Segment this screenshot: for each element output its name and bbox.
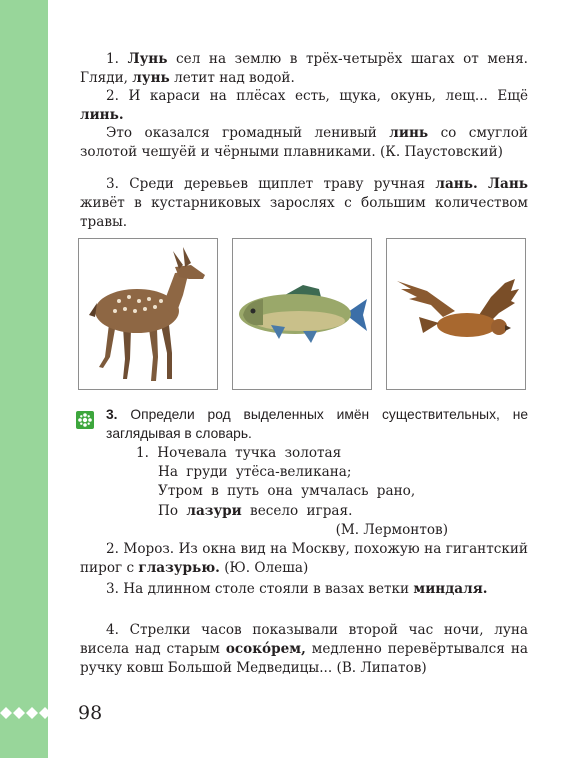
ex3-paragraph-4 (80, 621, 528, 679)
poem-line: 1. Ночевала тучка золотая (136, 445, 342, 461)
bird-icon (387, 239, 525, 389)
ex2-paragraph-2 (80, 87, 528, 125)
exercise-number: 3. (106, 407, 118, 422)
paragraph-text: медленно перевёртывался на ручку ковш Большой Медведицы... (В. Липатов) (80, 641, 528, 677)
ex3-paragraph-3 (80, 580, 528, 599)
paragraph-text: 2. Мороз. Из окна вид на Москву, похожую на гигантский пирог с (80, 541, 528, 577)
item-number: 1. (106, 51, 128, 67)
poem-author: (М. Лермонтов) (335, 521, 448, 538)
poem-line: На груди утёса-великана; (158, 464, 352, 481)
space (478, 176, 488, 192)
fish-icon (233, 239, 371, 389)
highlighted-word: Лунь (127, 51, 168, 67)
poem-text: По (158, 502, 187, 519)
paragraph-text: летит над водой. (169, 70, 295, 87)
ex3-instruction (106, 405, 528, 443)
paragraph-text: 4. Стрелки часов показывали второй час ночи, луна висела над старым (80, 622, 528, 658)
bird-image (386, 238, 526, 390)
paragraph-text: Это оказался громадный ленивый (106, 125, 390, 141)
highlighted-word: линь. (80, 107, 124, 124)
fish-image (232, 238, 372, 390)
paragraph-text: живёт в кустарниковых зарослях с большим количеством травы. (80, 195, 528, 231)
highlighted-word: осокóрем, (225, 641, 306, 658)
highlighted-word: лань. (435, 176, 478, 192)
paragraph-text: (Ю. Олеша) (219, 560, 309, 577)
highlighted-word: лазури (186, 502, 242, 519)
paragraph-text: 3. Среди деревьев щиплет траву ручная (106, 176, 436, 192)
poem-line: Утром в путь она умчалась рано, (158, 483, 416, 500)
flower-icon (76, 411, 94, 429)
highlighted-word: линь (389, 125, 429, 141)
highlighted-word: Лань (487, 176, 528, 192)
poem-text: весело играя. (241, 502, 353, 519)
task-icon (76, 411, 94, 429)
page-number: 98 (78, 702, 103, 724)
paragraph-text: 3. На длинном столе стояли в вазах ветки (106, 581, 414, 597)
poem-line (136, 502, 466, 521)
paragraph-text: со смуглой золотой чешуёй и чёрными плавниками. (К. Паустовский) (80, 125, 528, 161)
deer-icon (79, 239, 217, 389)
ex3-paragraph-2 (80, 540, 528, 578)
paragraph-text: 2. И караси на плёсах есть, щука, окунь, лещ... Ещё (106, 88, 528, 104)
poem (136, 444, 466, 540)
highlighted-word: лунь (132, 70, 170, 87)
paragraph-text: сел на землю в трёх-четырёх шагах от меня. Гляди, (80, 51, 528, 87)
highlighted-word: глазурью. (138, 560, 220, 577)
deer-image (78, 238, 218, 390)
ex2-paragraph-3 (80, 175, 528, 233)
ex2-paragraph-2b (80, 124, 528, 162)
instruction-text: Определи род выделенных имён существительных, не заглядывая в словарь. (106, 407, 528, 442)
ex2-paragraph-1 (80, 50, 528, 88)
highlighted-word: миндаля. (413, 581, 488, 597)
